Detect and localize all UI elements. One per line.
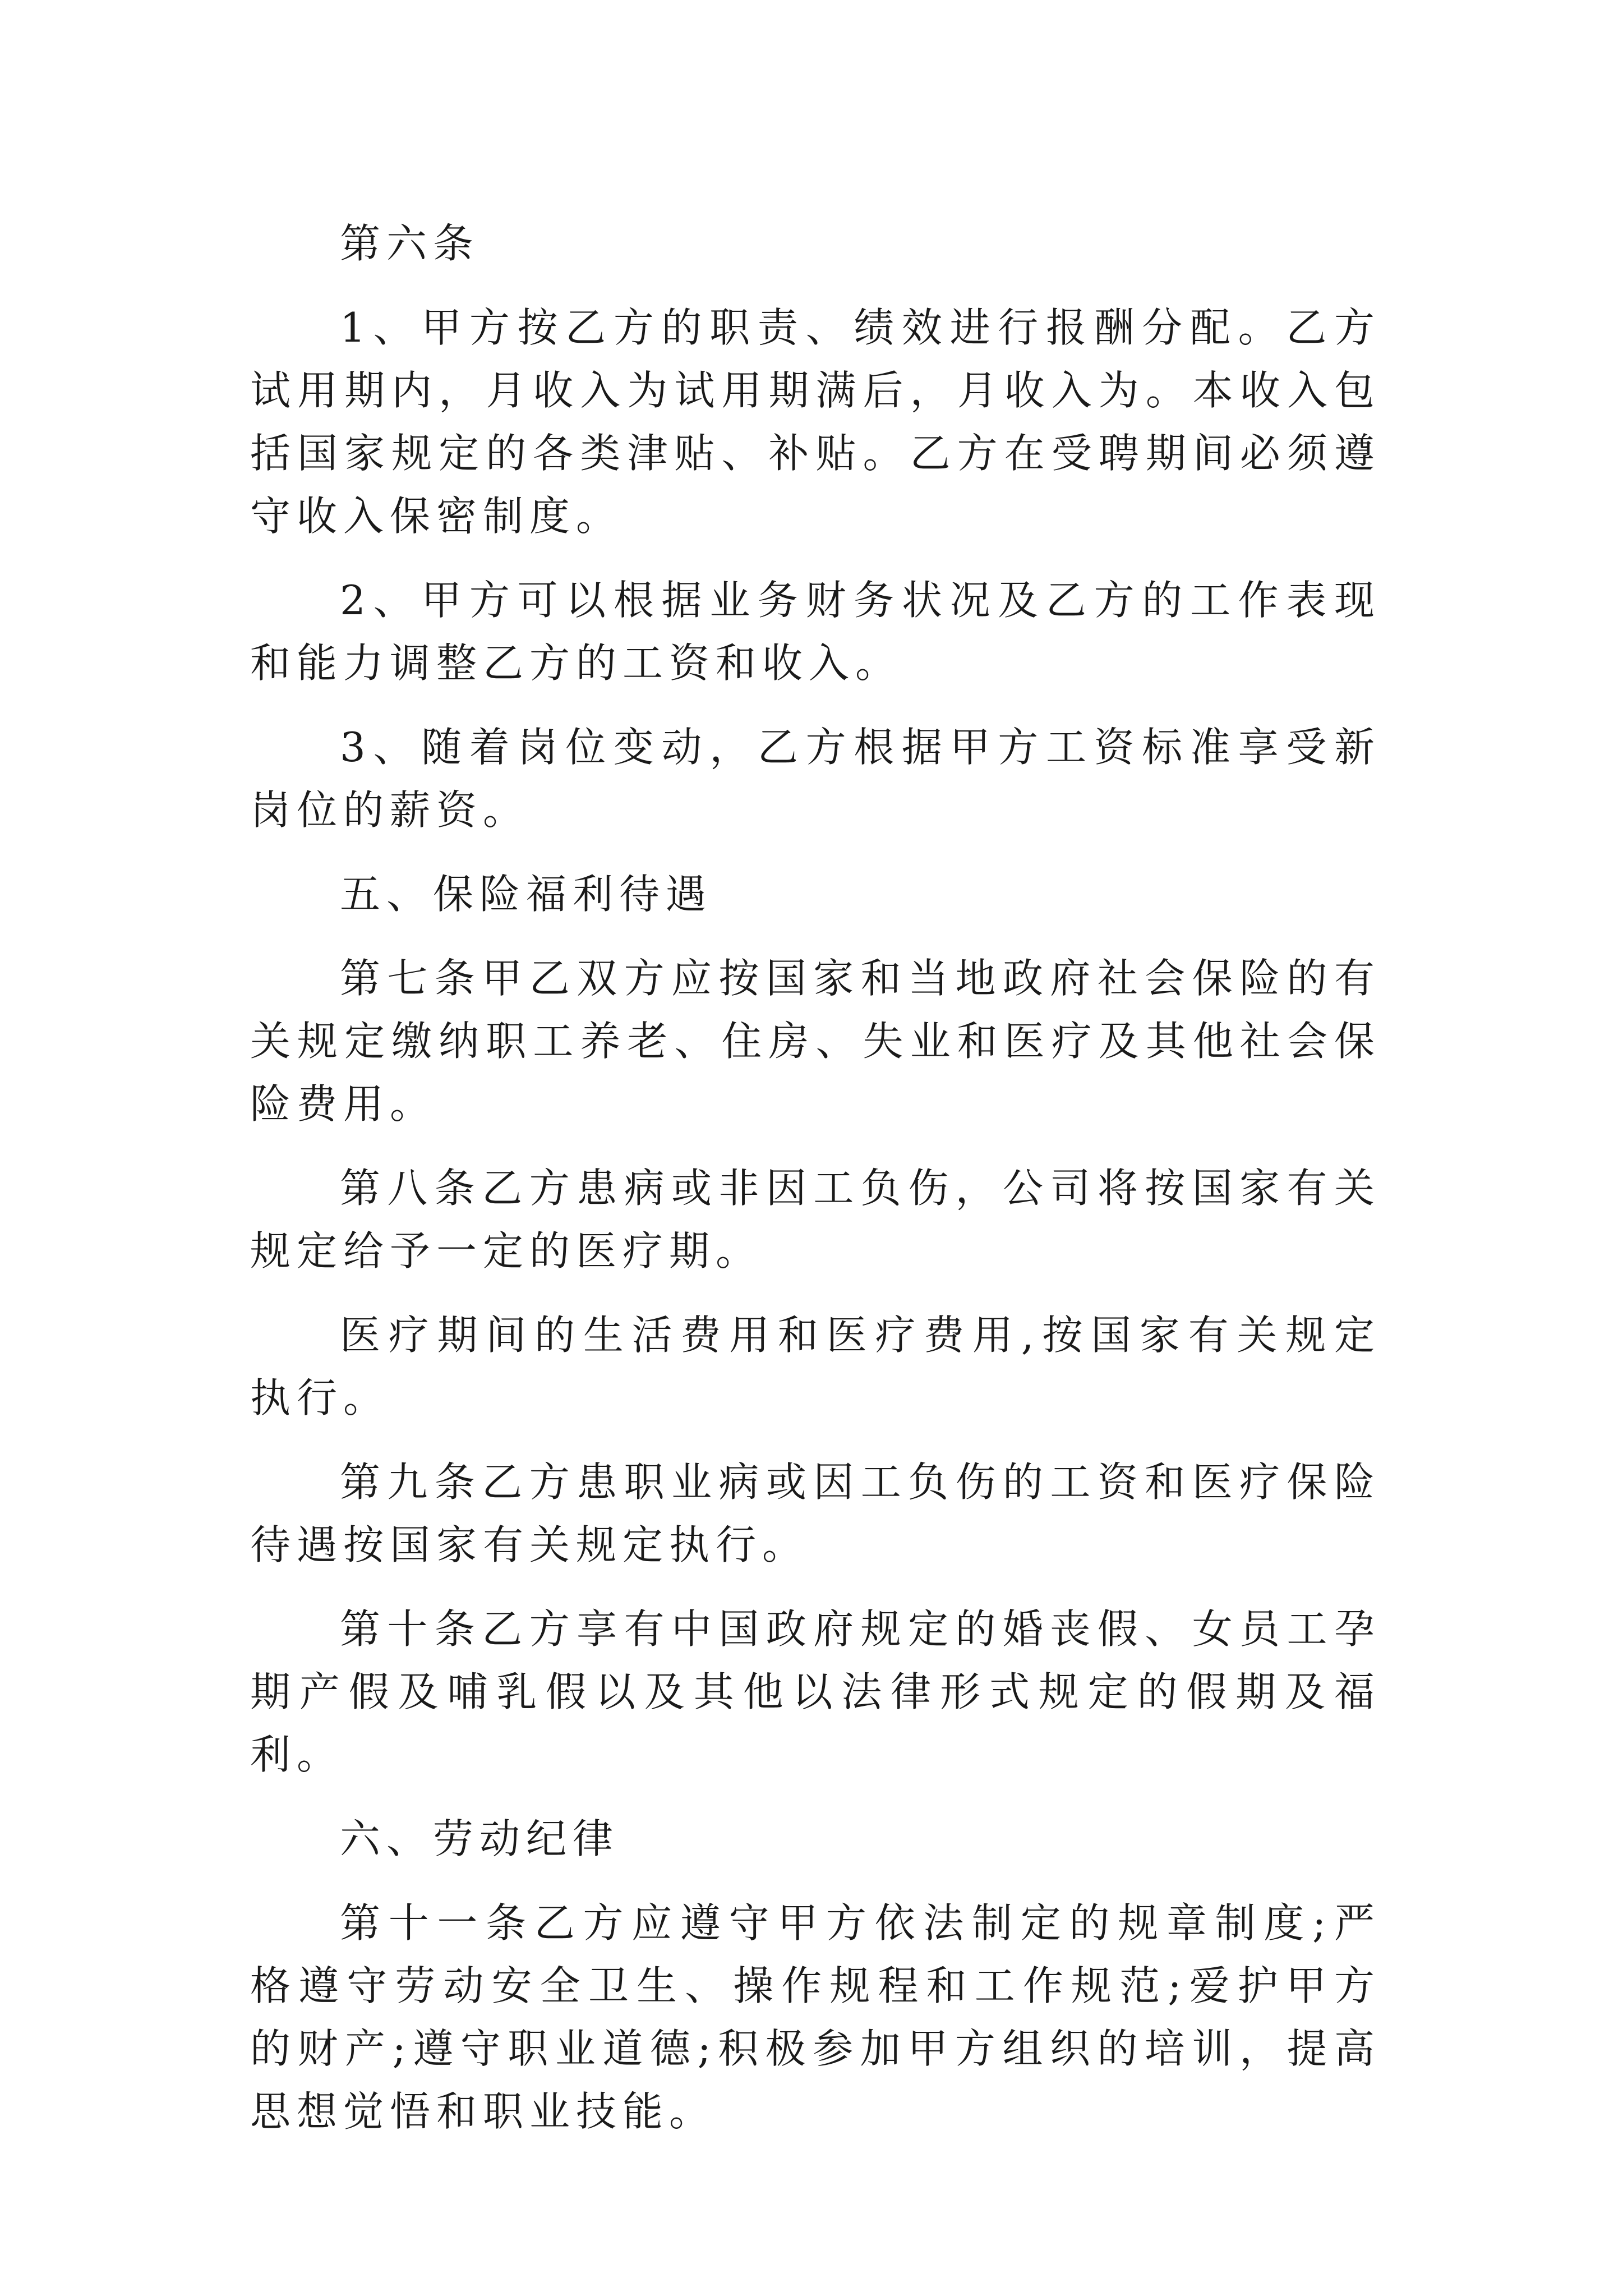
article-heading: 第六条 — [340, 220, 480, 267]
article-paragraph: 第十条乙方享有中国政府规定的婚丧假、女员工孕期产假及哺乳假以及其他以法律形式规定的假期及福利。 — [250, 1605, 1381, 1778]
article-paragraph: 第十一条乙方应遵守甲方依法制定的规章制度;严格遵守劳动安全卫生、操作规程和工作规范;爱护甲方的财产;遵守职业道德;积极参加甲方组织的培训，提高思想觉悟和职业技能。 — [250, 1899, 1381, 2135]
clause-paragraph: 1、甲方按乙方的职责、绩效进行报酬分配。乙方试用期内，月收入为试用期满后，月收入为。本收入包括国家规定的各类津贴、补贴。乙方在受聘期间必须遵守收入保密制度。 — [250, 304, 1381, 540]
article-paragraph: 第九条乙方患职业病或因工负伤的工资和医疗保险待遇按国家有关规定执行。 — [250, 1458, 1381, 1568]
article-paragraph: 医疗期间的生活费用和医疗费用,按国家有关规定执行。 — [250, 1312, 1381, 1421]
section-heading: 五、保险福利待遇 — [340, 871, 713, 918]
clause-paragraph: 2、甲方可以根据业务财务状况及乙方的工作表现和能力调整乙方的工资和收入。 — [250, 577, 1381, 687]
section-heading: 六、劳动纪律 — [340, 1815, 620, 1862]
article-paragraph: 第七条甲乙双方应按国家和当地政府社会保险的有关规定缴纳职工养老、住房、失业和医疗及其他社会保险费用。 — [250, 955, 1381, 1128]
document-body — [250, 212, 1381, 2164]
article-paragraph: 第八条乙方患病或非因工负伤，公司将按国家有关规定给予一定的医疗期。 — [250, 1165, 1381, 1274]
clause-paragraph: 3、随着岗位变动，乙方根据甲方工资标准享受新岗位的薪资。 — [250, 724, 1381, 834]
